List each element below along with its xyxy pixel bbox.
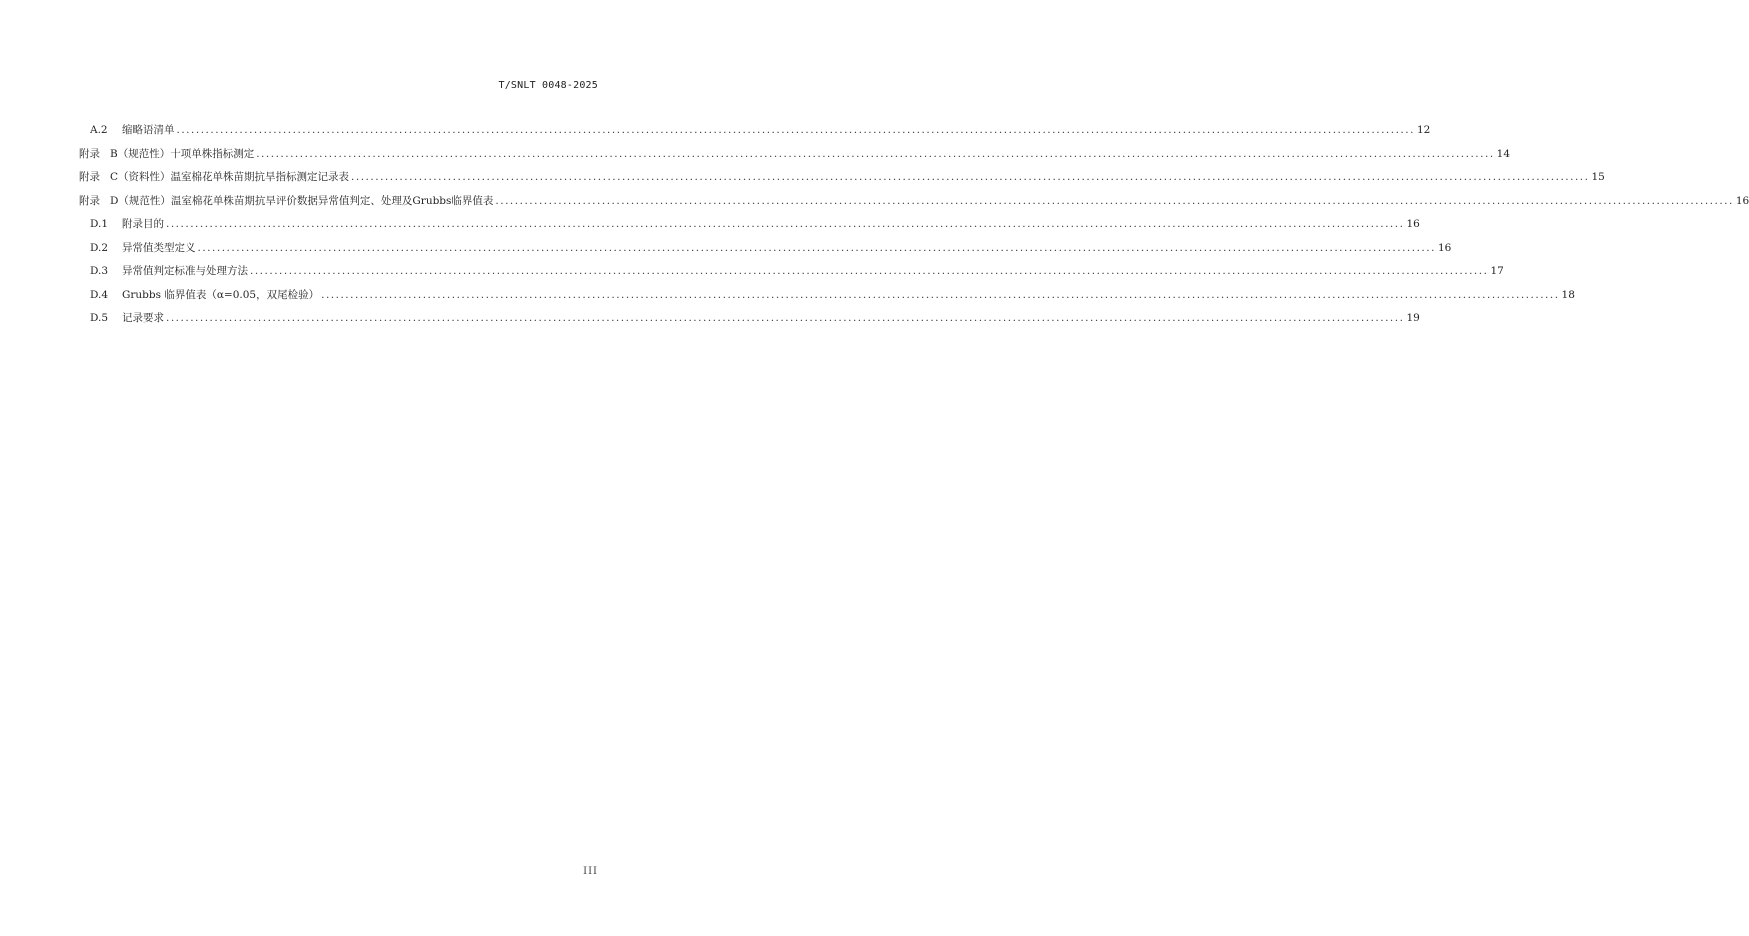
toc-leader-dots <box>166 214 1404 234</box>
toc-entry-d1[interactable] <box>90 214 1420 234</box>
toc-leader-dots <box>495 191 1733 211</box>
toc-entry-appendix-d[interactable] <box>79 191 1749 211</box>
toc-entry-page: 19 <box>1406 312 1420 324</box>
toc-entry-page: 14 <box>1496 147 1511 160</box>
toc-leader-dots <box>321 285 1559 305</box>
toc-entry-number: 附录 <box>79 171 100 183</box>
toc-entry-page: 17 <box>1490 265 1504 277</box>
toc-entry-d5[interactable] <box>90 308 1420 328</box>
toc-leader-dots <box>256 144 1494 164</box>
toc-entry-title: Grubbs 临界值表（α=0.05，双尾检验） <box>122 288 320 301</box>
toc-entry-d3[interactable] <box>90 261 1504 281</box>
toc-leader-dots <box>198 238 1436 258</box>
toc-leader-dots <box>351 167 1589 187</box>
toc-entry-title: 异常值判定标准与处理方法 <box>122 265 248 277</box>
toc-entry-page: 16 <box>1437 241 1452 254</box>
toc-entry-number: D.2 <box>90 241 109 254</box>
toc-entry-number: 附录 <box>79 147 100 160</box>
toc-entry-number: D.1 <box>90 218 109 230</box>
toc-entry-appendix-c[interactable] <box>79 167 1605 187</box>
toc-entry-d2[interactable] <box>90 238 1452 258</box>
toc-leader-dots <box>177 120 1415 140</box>
document-code: T/SNLT 0048-2025 <box>498 80 598 91</box>
toc-entry-d4[interactable] <box>90 285 1575 305</box>
toc-entry-title: D（规范性）温室棉花单株苗期抗旱评价数据异常值判定、处理及Grubbs临界值表 <box>110 194 494 207</box>
toc-entry-a2[interactable] <box>90 120 1431 140</box>
toc-leader-dots <box>250 261 1488 281</box>
toc-entry-title: 附录目的 <box>122 218 164 230</box>
toc-entry-number: 附录 <box>79 194 100 207</box>
toc-entry-appendix-b[interactable] <box>79 144 1511 164</box>
toc-entry-page: 16 <box>1406 218 1420 230</box>
toc-entry-number: A.2 <box>90 124 108 136</box>
toc-leader-dots <box>166 308 1404 328</box>
toc-entry-title: 记录要求 <box>122 312 164 324</box>
page-number: III <box>583 866 598 877</box>
toc-entry-number: D.4 <box>90 288 109 301</box>
toc-entry-title: 缩略语清单 <box>122 124 175 136</box>
toc-entry-title: 异常值类型定义 <box>122 241 196 254</box>
toc-entry-title: B（规范性）十项单株指标测定 <box>110 147 255 160</box>
toc-entry-page: 15 <box>1591 171 1605 183</box>
toc-entry-page: 12 <box>1416 124 1431 136</box>
toc-entry-page: 18 <box>1561 288 1575 301</box>
toc-entry-number: D.3 <box>90 265 109 277</box>
toc-entry-page: 16 <box>1735 194 1749 207</box>
toc-entry-number: D.5 <box>90 312 109 324</box>
toc-entry-title: C（资料性）温室棉花单株苗期抗旱指标测定记录表 <box>110 171 350 183</box>
